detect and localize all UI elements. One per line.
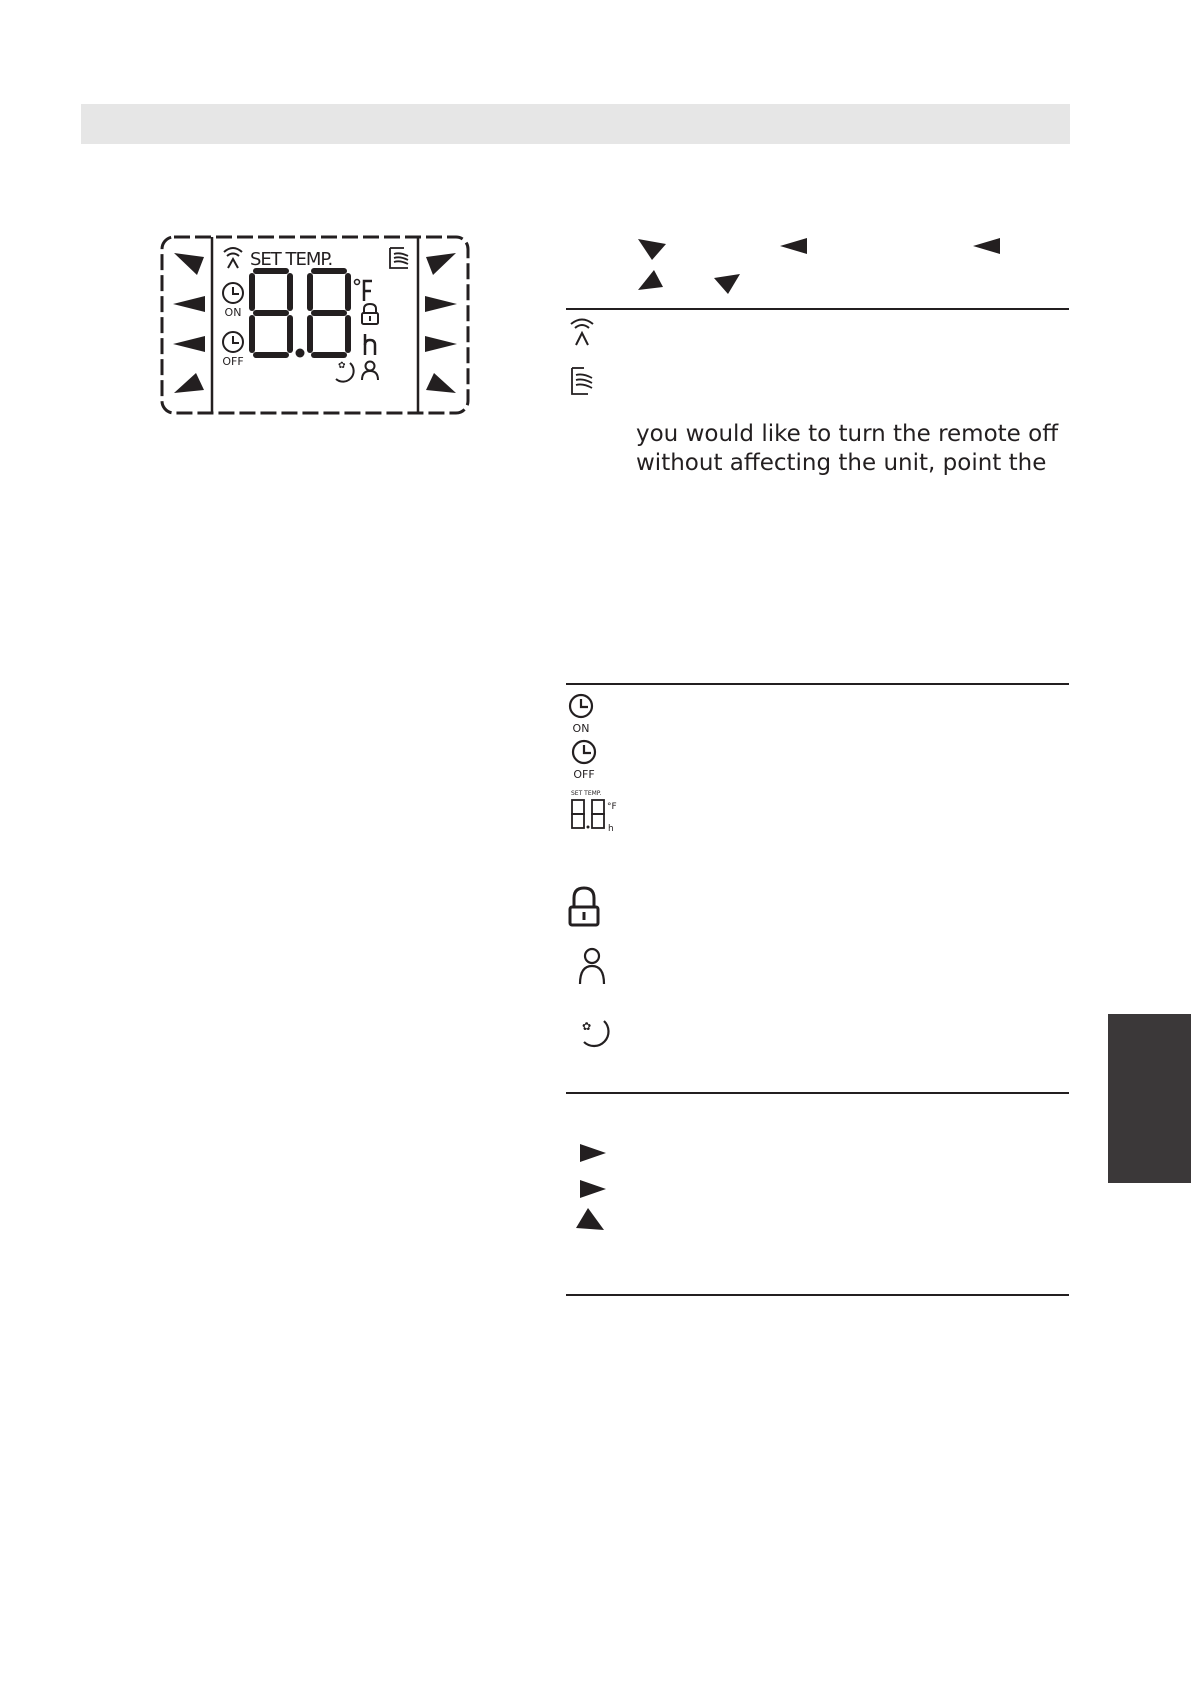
arrow-up-icon (576, 1208, 604, 1230)
arrow-right-icon (580, 1144, 606, 1162)
mini-hour-unit: h (608, 824, 614, 834)
header-band (81, 104, 1070, 144)
section3-arrow-icons (574, 1140, 614, 1230)
lcd-timer-off-label: OFF (222, 355, 244, 368)
swing-icon (572, 368, 592, 394)
timer-on-icon (570, 695, 592, 717)
lcd-left-arrow-4-icon (174, 373, 204, 393)
lcd-set-temp-label: SET TEMP. (250, 249, 333, 270)
lcd-right-arrow-1-icon (426, 253, 456, 275)
paragraph-line-2: without affecting the unit, point the (636, 450, 1047, 476)
fahrenheit-f-icon (364, 281, 372, 301)
degree-symbol (355, 280, 360, 285)
timer-on-clock-icon (223, 283, 243, 303)
mini-set-temp-label: SET TEMP. (571, 790, 602, 797)
lcd-right-arrow-2-icon (425, 296, 457, 312)
transmit-icon (571, 320, 593, 346)
arrow-glyph-rows (630, 232, 1030, 302)
section1-icons (568, 316, 608, 400)
lcd-lock-icon (362, 304, 378, 324)
section-side-tab (1108, 1014, 1191, 1183)
timer-off-clock-icon (223, 332, 243, 352)
lcd-digits (252, 271, 348, 355)
lcd-display-illustration (160, 235, 470, 415)
lcd-hour-h-icon (365, 334, 375, 355)
lcd-timer-on-label: ON (224, 306, 242, 319)
section-rule-2 (566, 683, 1069, 685)
lcd-left-arrow-2-icon (173, 296, 205, 312)
mini-decimal-point (587, 826, 590, 829)
section-rule-4 (566, 1294, 1069, 1296)
arrow-left-icon (780, 238, 807, 254)
lcd-left-arrow-1-icon (174, 253, 204, 275)
person-icon (580, 949, 604, 984)
timer-off-label: OFF (573, 768, 595, 781)
lcd-decimal-point (296, 349, 305, 358)
arrow-down-right-icon (638, 239, 666, 260)
lcd-right-arrow-3-icon (425, 336, 457, 352)
timer-off-icon (573, 741, 595, 763)
transmit-icon (224, 248, 242, 268)
remote-off-paragraph (636, 420, 1076, 478)
sleep-star-icon: ✿ (582, 1020, 592, 1033)
arrow-left-2-icon (973, 238, 1000, 254)
lcd-right-arrow-4-icon (426, 373, 456, 393)
lcd-left-arrow-3-icon (173, 336, 205, 352)
mini-digits-icon (572, 800, 604, 828)
section-rule-1 (566, 308, 1069, 310)
lcd-person-icon (362, 362, 378, 381)
paragraph-line-1: you would like to turn the remote off (636, 421, 1059, 447)
timer-on-label: ON (572, 722, 590, 735)
arrow-right-2-icon (580, 1180, 606, 1198)
lock-icon (570, 888, 598, 925)
arrow-up-left-icon (638, 270, 663, 290)
lcd-sleep-star-icon: ✿ (338, 361, 346, 371)
lcd-swing-icon (390, 248, 408, 268)
section-rule-3 (566, 1092, 1069, 1094)
section2-icons (566, 690, 646, 1060)
mini-degree-unit: °F (607, 802, 617, 812)
arrow-down-left-icon (714, 274, 740, 294)
